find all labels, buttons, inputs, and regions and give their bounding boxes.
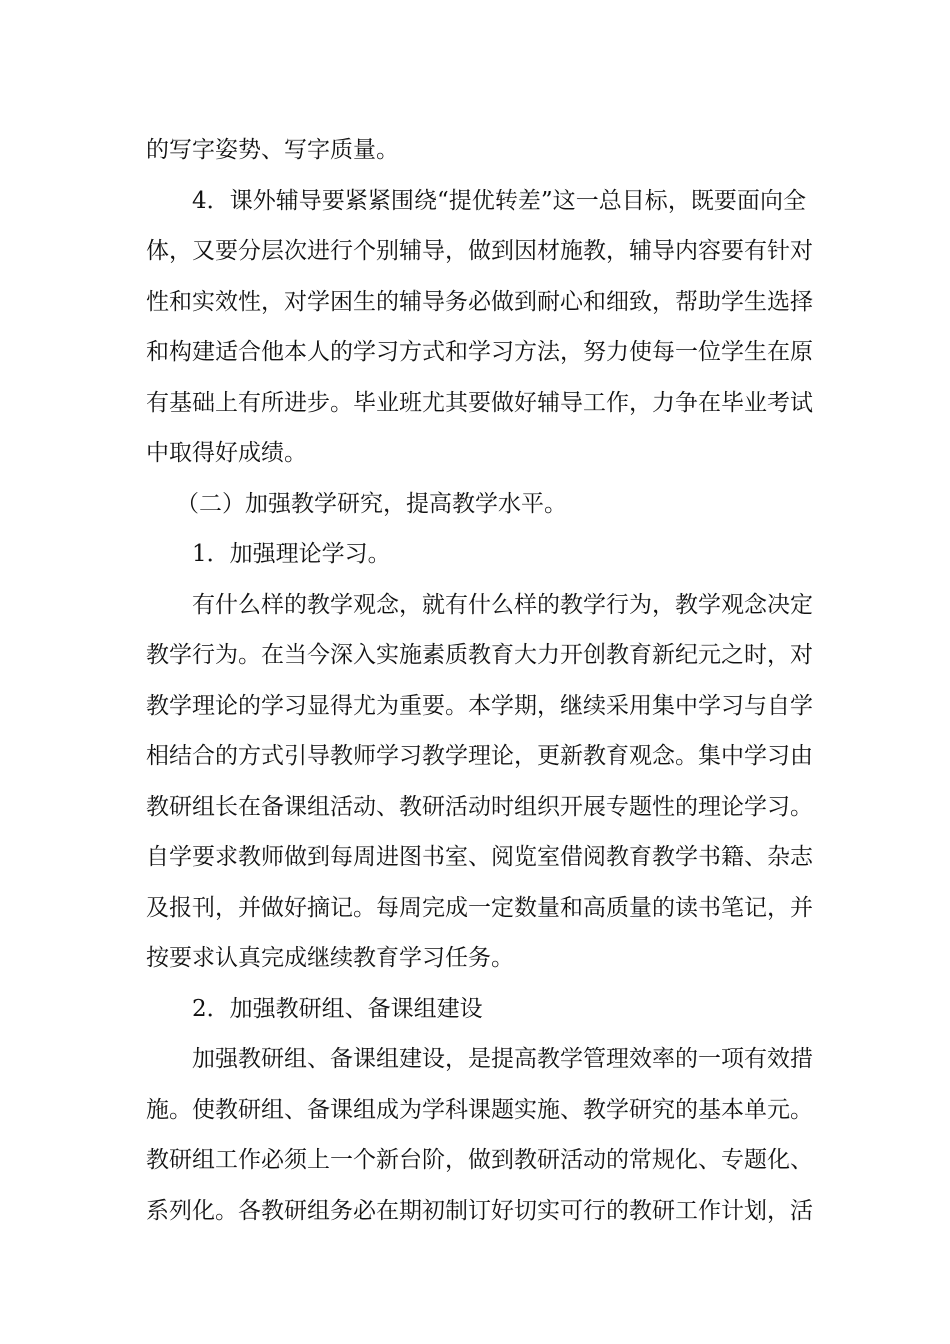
text-line: 施。使教研组、备课组成为学科课题实施、教学研究的基本单元。 [146, 1097, 813, 1123]
text-line: 的写字姿势、写字质量。 [146, 137, 399, 163]
text-line: 体，又要分层次进行个别辅导，做到因材施教，辅导内容要有针对 [146, 238, 813, 264]
subsection-heading: 2．加强教研组、备课组建设 [192, 996, 483, 1022]
text-line: 按要求认真完成继续教育学习任务。 [146, 945, 514, 971]
text-line: 中取得好成绩。 [146, 440, 307, 466]
text-line: 加强教研组、备课组建设，是提高教学管理效率的一项有效措 [192, 1046, 813, 1072]
text-line: 教学行为。在当今深入实施素质教育大力开创教育新纪元之时，对 [146, 642, 813, 668]
text-line: 教学理论的学习显得尤为重要。本学期，继续采用集中学习与自学 [146, 693, 813, 719]
section-heading: （二）加强教学研究，提高教学水平。 [176, 491, 567, 517]
text-line: 和构建适合他本人的学习方式和学习方法，努力使每一位学生在原 [146, 339, 813, 365]
text-line: 相结合的方式引导教师学习教学理论，更新教育观念。集中学习由 [146, 743, 813, 769]
text-line: 教研组工作必须上一个新台阶，做到教研活动的常规化、专题化、 [146, 1147, 813, 1173]
text-line: 4．课外辅导要紧紧围绕“提优转差”这一总目标，既要面向全 [192, 188, 806, 214]
text-line: 有基础上有所进步。毕业班尤其要做好辅导工作，力争在毕业考试 [146, 390, 813, 416]
text-line: 性和实效性，对学困生的辅导务必做到耐心和细致，帮助学生选择 [146, 289, 813, 315]
text-line: 教研组长在备课组活动、教研活动时组织开展专题性的理论学习。 [146, 794, 813, 820]
text-line: 有什么样的教学观念，就有什么样的教学行为，教学观念决定 [192, 592, 813, 618]
subsection-heading: 1．加强理论学习。 [192, 541, 391, 567]
text-line: 系列化。各教研组务必在期初制订好切实可行的教研工作计划，活 [146, 1198, 813, 1224]
text-line: 自学要求教师做到每周进图书室、阅览室借阅教育教学书籍、杂志 [146, 844, 813, 870]
text-line: 及报刊，并做好摘记。每周完成一定数量和高质量的读书笔记，并 [146, 895, 813, 921]
